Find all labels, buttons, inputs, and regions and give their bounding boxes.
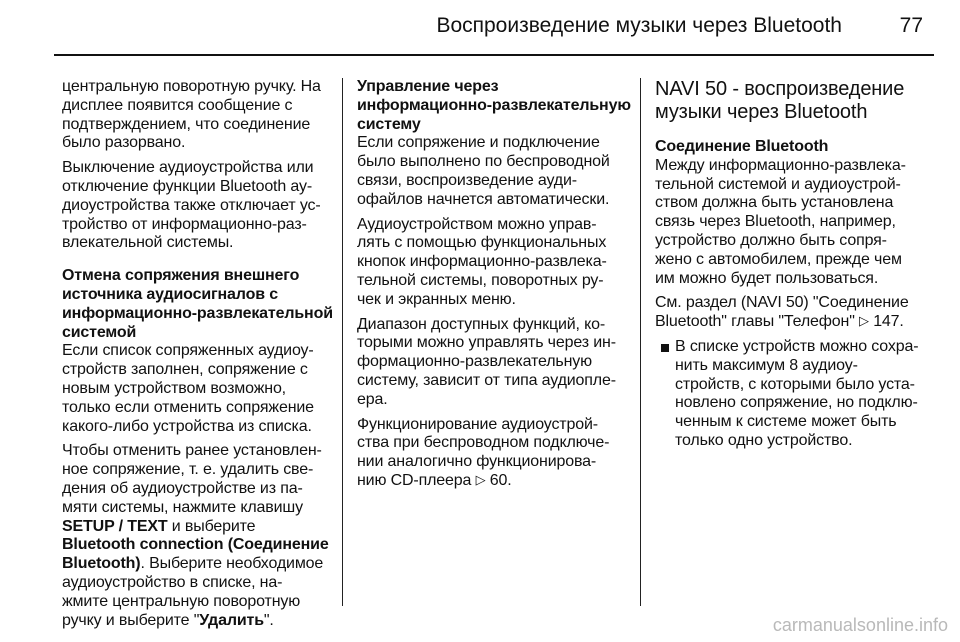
col2-paragraph-3	[357, 316, 629, 410]
text-line: связь через Bluetooth, например,	[655, 213, 896, 231]
heading-line: системой	[62, 323, 137, 341]
text-line: ства при беспроводном подключе-	[357, 434, 610, 452]
text-line: было выполнено по беспроводной	[357, 153, 610, 171]
text-line: Аудиоустройством можно управ-	[357, 215, 597, 233]
text-line: жено с автомобилем, прежде чем	[655, 250, 902, 268]
column-divider-1	[342, 78, 343, 606]
text-line: отключение функции Bluetooth ау-	[62, 177, 312, 195]
header-title: Воспроизведение музыки через Bluetooth	[436, 14, 842, 37]
text-line: Выключение аудиоустройства или	[62, 159, 314, 177]
text-line: систему, зависит от типа аудиопле-	[357, 371, 616, 389]
heading-line: Отмена сопряжения внешнего	[62, 267, 300, 285]
heading-line: информационно-развлекательной	[62, 304, 333, 322]
col1-paragraph-1	[62, 78, 334, 153]
title-line: музыки через Bluetooth	[655, 101, 868, 123]
column-1	[62, 78, 334, 636]
inline-text: нию CD-плеера	[357, 471, 476, 489]
inline-text: . Выберите необходимое	[140, 555, 324, 573]
heading-line: Управление через	[357, 78, 499, 95]
text-line: стройств, с которыми было уста-	[675, 375, 915, 393]
text-line: диоустройства также отключает ус-	[62, 196, 321, 214]
text-line: ством должна быть установлена	[655, 194, 894, 212]
text-line: Диапазон доступных функций, ко-	[357, 315, 606, 333]
inline-text: и выберите	[167, 517, 256, 535]
col1-heading-unpair	[62, 267, 334, 342]
square-bullet-icon	[661, 344, 669, 352]
text-line: дисплее появится сообщение с	[62, 96, 293, 114]
bluetooth-connection-menu-label-end: Bluetooth)	[62, 555, 141, 573]
text-line: Между информационно-развлека-	[655, 156, 906, 174]
column-divider-2	[640, 78, 641, 606]
text-line: тельной системой и аудиоустрой-	[655, 175, 901, 193]
text-line: тройство от информационно-раз-	[62, 215, 307, 233]
col1-paragraph-4	[62, 442, 334, 630]
heading-line: систему	[357, 115, 421, 133]
inline-text: ручку и выберите "	[62, 611, 200, 629]
delete-menu-label: Удалить	[199, 611, 264, 629]
heading-line: источника аудиосигналов с	[62, 285, 278, 303]
col3-heading-bluetooth-connection	[655, 138, 927, 157]
setup-text-key: SETUP / TEXT	[62, 517, 168, 535]
text-line: нии аналогично функционирова-	[357, 453, 597, 471]
col3-paragraph-2	[655, 294, 927, 332]
text-line: им можно будет пользоваться.	[655, 269, 879, 287]
col2-paragraph-2	[357, 216, 629, 310]
text-line: В списке устройств можно сохра-	[675, 337, 919, 355]
text-line: тельной системы, поворотных ру-	[357, 271, 604, 289]
bullet-item	[655, 338, 927, 451]
bluetooth-connection-menu-label: Bluetooth connection (Соединение	[62, 536, 329, 554]
heading-line: информационно-развлекательную	[357, 96, 631, 114]
text-line: ное сопряжение, т. е. удалить све-	[62, 461, 314, 479]
text-line	[62, 518, 334, 537]
col2-paragraph-4	[357, 416, 629, 491]
col2-paragraph-1	[357, 134, 629, 209]
text-line: ера.	[357, 390, 388, 408]
inline-text: Bluetooth" главы "Телефон"	[655, 313, 860, 331]
text-line: какого-либо устройства из списка.	[62, 417, 312, 435]
text-line	[655, 313, 927, 332]
text-line: новлено сопряжение, но подклю-	[675, 394, 918, 412]
text-line: Если список сопряженных аудиоу-	[62, 342, 314, 360]
text-line	[357, 472, 629, 491]
text-line	[62, 612, 334, 631]
text-line: дения об аудиоустройстве из па-	[62, 479, 303, 497]
text-line: новым устройством возможно,	[62, 379, 286, 397]
text-line: аудиоустройство в списке, на-	[62, 573, 283, 591]
text-line: офайлов начнется автоматически.	[357, 190, 610, 208]
inline-text: ".	[263, 611, 274, 629]
column-2	[357, 78, 629, 497]
text-line: только если отменить сопряжение	[62, 398, 314, 416]
column-3	[655, 78, 927, 457]
text-line	[62, 555, 334, 574]
text-line: устройство должно быть сопря-	[655, 231, 887, 249]
text-line: ченным к системе может быть	[675, 413, 897, 431]
heading-line: Соединение Bluetooth	[655, 138, 829, 155]
col2-heading-control	[357, 78, 629, 134]
text-line: торыми можно управлять через ин-	[357, 334, 616, 352]
page-reference-link[interactable]: 60.	[489, 471, 512, 489]
text-line: Чтобы отменить ранее установлен-	[62, 442, 322, 460]
title-line: NAVI 50 - воспроизведение	[655, 78, 905, 100]
text-line: нить максимум 8 аудиоу-	[675, 356, 858, 374]
text-line: жмите центральную поворотную	[62, 592, 301, 610]
page-reference-link[interactable]: 147.	[873, 313, 904, 331]
text-line: подтверждением, что соединение	[62, 115, 311, 133]
header-rule	[54, 54, 934, 56]
text-line: только одно устройство.	[675, 431, 853, 449]
page-number: 77	[899, 14, 923, 37]
text-line: лять с помощью функциональных	[357, 234, 607, 252]
text-line: чек и экранных меню.	[357, 290, 516, 308]
text-line: центральную поворотную ручку. На	[62, 78, 321, 95]
col1-paragraph-2	[62, 159, 334, 253]
text-line: формационно-развлекательную	[357, 353, 592, 371]
page-reference-arrow-icon: ▷	[859, 313, 869, 329]
text-line: влекательной системы.	[62, 234, 234, 252]
text-line: было разорвано.	[62, 134, 186, 152]
text-line: Функционирование аудиоустрой-	[357, 415, 598, 433]
col3-paragraph-1	[655, 157, 927, 289]
col1-paragraph-3	[62, 342, 334, 436]
text-line: стройств заполнен, сопряжение с	[62, 361, 308, 379]
text-line: См. раздел (NAVI 50) "Соединение	[655, 294, 909, 312]
text-line: кнопок информационно-развлека-	[357, 253, 607, 271]
text-line: мяти системы, нажмите клавишу	[62, 498, 303, 516]
page-reference-arrow-icon: ▷	[475, 471, 486, 487]
watermark: carmanualsonline.info	[772, 615, 948, 635]
text-line: связи, воспроизведение ауди-	[357, 171, 577, 189]
text-line: Если сопряжение и подключение	[357, 134, 600, 152]
page-header	[0, 0, 960, 44]
section-title-navi50	[655, 78, 927, 124]
